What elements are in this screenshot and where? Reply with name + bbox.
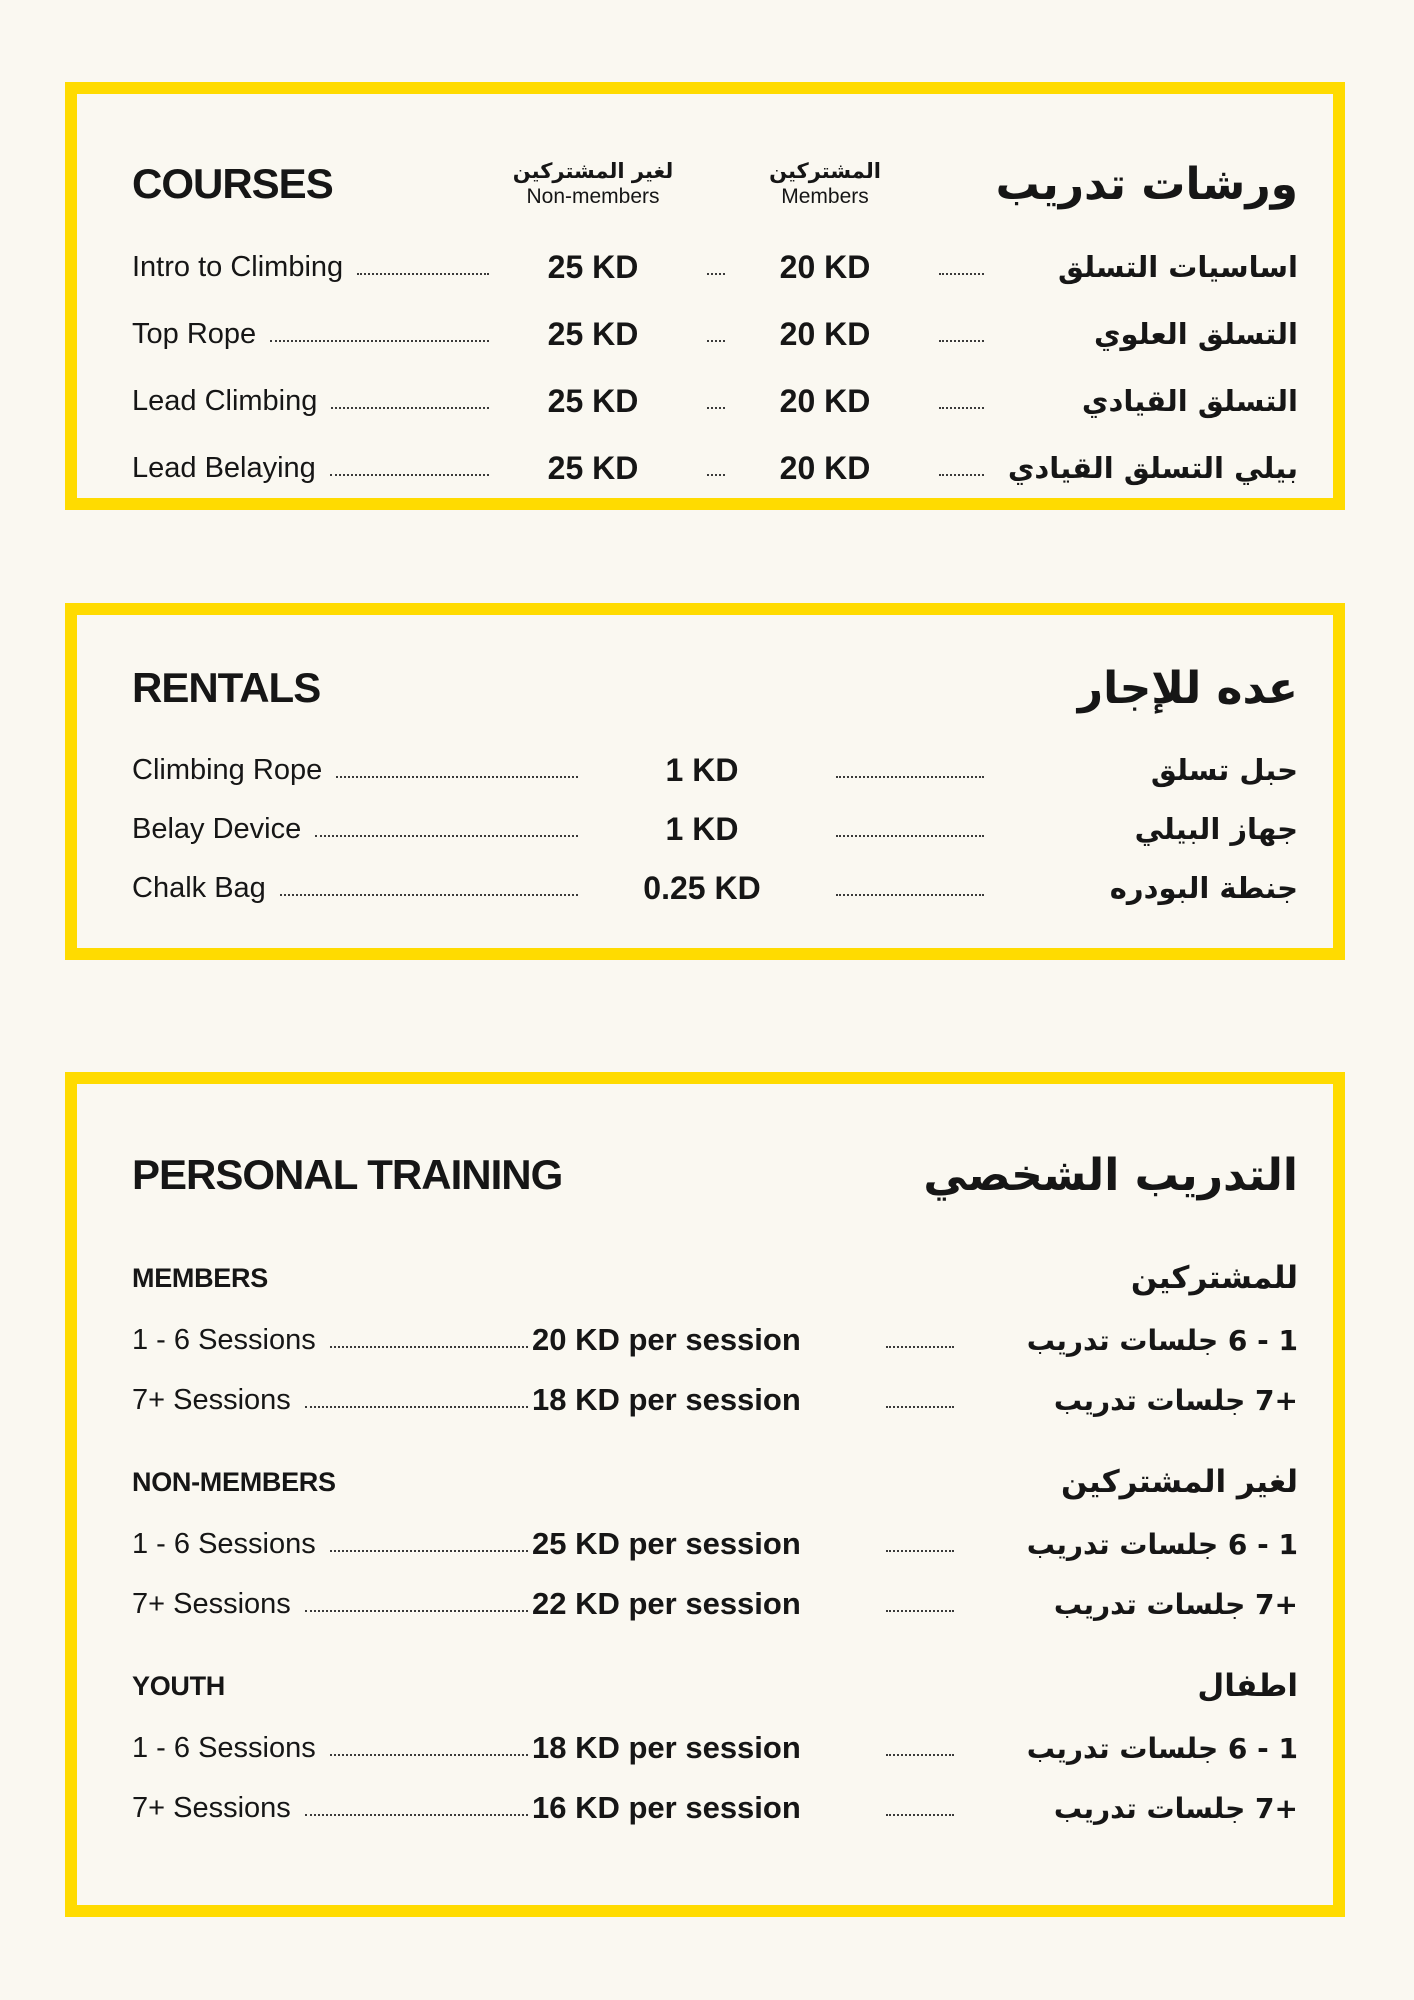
rental-label-en: Climbing Rope xyxy=(132,753,323,786)
sessions-label-ar: +7 جلسات تدريب xyxy=(1053,1383,1298,1417)
sessions-label-ar: 1 - 6 جلسات تدريب xyxy=(1026,1731,1298,1765)
pt-group-rows xyxy=(132,1318,1298,1422)
pt-group-heading xyxy=(132,1458,1298,1506)
table-row xyxy=(132,1522,1298,1566)
table-row xyxy=(132,246,1298,288)
rental-label-ar: حبل تسلق xyxy=(1150,753,1298,787)
rentals-rows xyxy=(132,749,1298,909)
personal-training-title-en: PERSONAL TRAINING xyxy=(132,1151,563,1198)
dotted-leader xyxy=(886,1537,954,1552)
table-row xyxy=(132,1318,1298,1362)
dotted-leader xyxy=(886,1333,954,1348)
course-label-ar: التسلق القيادي xyxy=(1081,384,1298,418)
table-row xyxy=(132,1378,1298,1422)
column-header-nonmembers-ar: لغير المشتركين xyxy=(512,158,674,183)
table-row xyxy=(132,447,1298,489)
nonmember-price: 25 KD xyxy=(547,382,639,419)
dotted-leader xyxy=(330,1333,528,1348)
courses-title-ar: ورشات تدريب xyxy=(995,158,1298,210)
pt-group-nonmembers xyxy=(132,1458,1298,1626)
dotted-leader xyxy=(836,763,984,778)
sessions-label-en: 1 - 6 Sessions xyxy=(132,1323,316,1356)
rental-label-ar: جنطة البودره xyxy=(1109,871,1298,905)
column-header-nonmembers xyxy=(493,158,693,211)
courses-header xyxy=(132,136,1298,232)
sessions-label-en: 7+ Sessions xyxy=(132,1587,291,1620)
sessions-label-ar: +7 جلسات تدريب xyxy=(1053,1587,1298,1621)
rental-price: 1 KD xyxy=(665,751,739,788)
nonmember-price: 25 KD xyxy=(547,248,639,285)
course-label-ar: بيلي التسلق القيادي xyxy=(1007,451,1298,485)
pt-group-members xyxy=(132,1254,1298,1422)
session-price: 16 KD per session xyxy=(532,1790,801,1825)
dotted-leader xyxy=(330,461,489,476)
member-price: 20 KD xyxy=(779,382,871,419)
member-price: 20 KD xyxy=(779,248,871,285)
table-row xyxy=(132,867,1298,909)
dotted-leader xyxy=(280,881,578,896)
column-header-members-ar: المشتركين xyxy=(769,158,881,183)
group-heading-ar: لغير المشتركين xyxy=(1061,1464,1298,1500)
dotted-leader xyxy=(305,1801,528,1816)
rentals-title-en: RENTALS xyxy=(132,664,321,711)
sessions-label-ar: 1 - 6 جلسات تدريب xyxy=(1026,1323,1298,1357)
dotted-leader xyxy=(886,1801,954,1816)
sessions-label-en: 1 - 6 Sessions xyxy=(132,1527,316,1560)
dotted-leader xyxy=(836,881,984,896)
pt-group-youth xyxy=(132,1662,1298,1830)
courses-rows xyxy=(132,246,1298,489)
rentals-header xyxy=(132,653,1298,723)
member-price: 20 KD xyxy=(779,449,871,486)
table-row xyxy=(132,1786,1298,1830)
dotted-leader xyxy=(305,1393,528,1408)
rentals-title-ar: عده للإجار xyxy=(1077,662,1298,714)
session-price: 20 KD per session xyxy=(532,1322,801,1357)
courses-title-en: COURSES xyxy=(132,160,333,207)
column-header-members-en: Members xyxy=(781,185,869,208)
dotted-leader xyxy=(330,1741,528,1756)
session-price: 22 KD per session xyxy=(532,1586,801,1621)
session-price: 25 KD per session xyxy=(532,1526,801,1561)
dotted-leader xyxy=(707,327,725,342)
group-heading-en: YOUTH xyxy=(132,1670,226,1701)
rental-label-en: Belay Device xyxy=(132,812,302,845)
dotted-leader xyxy=(330,1537,528,1552)
rental-price: 0.25 KD xyxy=(643,869,761,906)
sessions-label-ar: +7 جلسات تدريب xyxy=(1053,1791,1298,1825)
group-heading-ar: اطفال xyxy=(1197,1668,1298,1704)
pt-group-rows xyxy=(132,1726,1298,1830)
dotted-leader xyxy=(357,260,489,275)
dotted-leader xyxy=(336,763,578,778)
dotted-leader xyxy=(836,822,984,837)
course-label-ar: اساسيات التسلق xyxy=(1058,250,1298,284)
column-header-members xyxy=(725,158,925,211)
pt-group-heading xyxy=(132,1662,1298,1710)
dotted-leader xyxy=(707,260,725,275)
dotted-leader xyxy=(886,1393,954,1408)
course-label-ar: التسلق العلوي xyxy=(1093,317,1298,351)
group-heading-ar: للمشتركين xyxy=(1130,1260,1298,1296)
dotted-leader xyxy=(315,822,578,837)
dotted-leader xyxy=(707,461,725,476)
dotted-leader xyxy=(939,327,984,342)
personal-training-panel xyxy=(65,1072,1345,1917)
table-row xyxy=(132,808,1298,850)
sessions-label-ar: 1 - 6 جلسات تدريب xyxy=(1026,1527,1298,1561)
dotted-leader xyxy=(886,1741,954,1756)
table-row xyxy=(132,1582,1298,1626)
dotted-leader xyxy=(305,1597,528,1612)
dotted-leader xyxy=(886,1597,954,1612)
session-price: 18 KD per session xyxy=(532,1382,801,1417)
rental-price: 1 KD xyxy=(665,810,739,847)
nonmember-price: 25 KD xyxy=(547,449,639,486)
course-label-en: Lead Climbing xyxy=(132,384,318,417)
rental-label-ar: جهاز البيلي xyxy=(1134,812,1298,846)
sessions-label-en: 1 - 6 Sessions xyxy=(132,1731,316,1764)
dotted-leader xyxy=(270,327,489,342)
table-row xyxy=(132,380,1298,422)
group-heading-en: NON-MEMBERS xyxy=(132,1466,336,1497)
dotted-leader xyxy=(707,394,725,409)
pt-group-heading xyxy=(132,1254,1298,1302)
column-header-nonmembers-en: Non-members xyxy=(526,185,660,208)
dotted-leader xyxy=(331,394,489,409)
courses-panel xyxy=(65,82,1345,510)
sessions-label-en: 7+ Sessions xyxy=(132,1791,291,1824)
nonmember-price: 25 KD xyxy=(547,315,639,352)
course-label-en: Top Rope xyxy=(132,317,257,350)
pt-group-rows xyxy=(132,1522,1298,1626)
session-price: 18 KD per session xyxy=(532,1730,801,1765)
personal-training-header xyxy=(132,1132,1298,1218)
course-label-en: Intro to Climbing xyxy=(132,250,344,283)
group-heading-en: MEMBERS xyxy=(132,1262,268,1293)
table-row xyxy=(132,749,1298,791)
table-row xyxy=(132,313,1298,355)
dotted-leader xyxy=(939,461,984,476)
dotted-leader xyxy=(939,394,984,409)
dotted-leader xyxy=(939,260,984,275)
sessions-label-en: 7+ Sessions xyxy=(132,1383,291,1416)
rental-label-en: Chalk Bag xyxy=(132,871,266,904)
course-label-en: Lead Belaying xyxy=(132,451,316,484)
table-row xyxy=(132,1726,1298,1770)
rentals-panel xyxy=(65,603,1345,960)
member-price: 20 KD xyxy=(779,315,871,352)
personal-training-title-ar: التدريب الشخصي xyxy=(923,1149,1298,1201)
